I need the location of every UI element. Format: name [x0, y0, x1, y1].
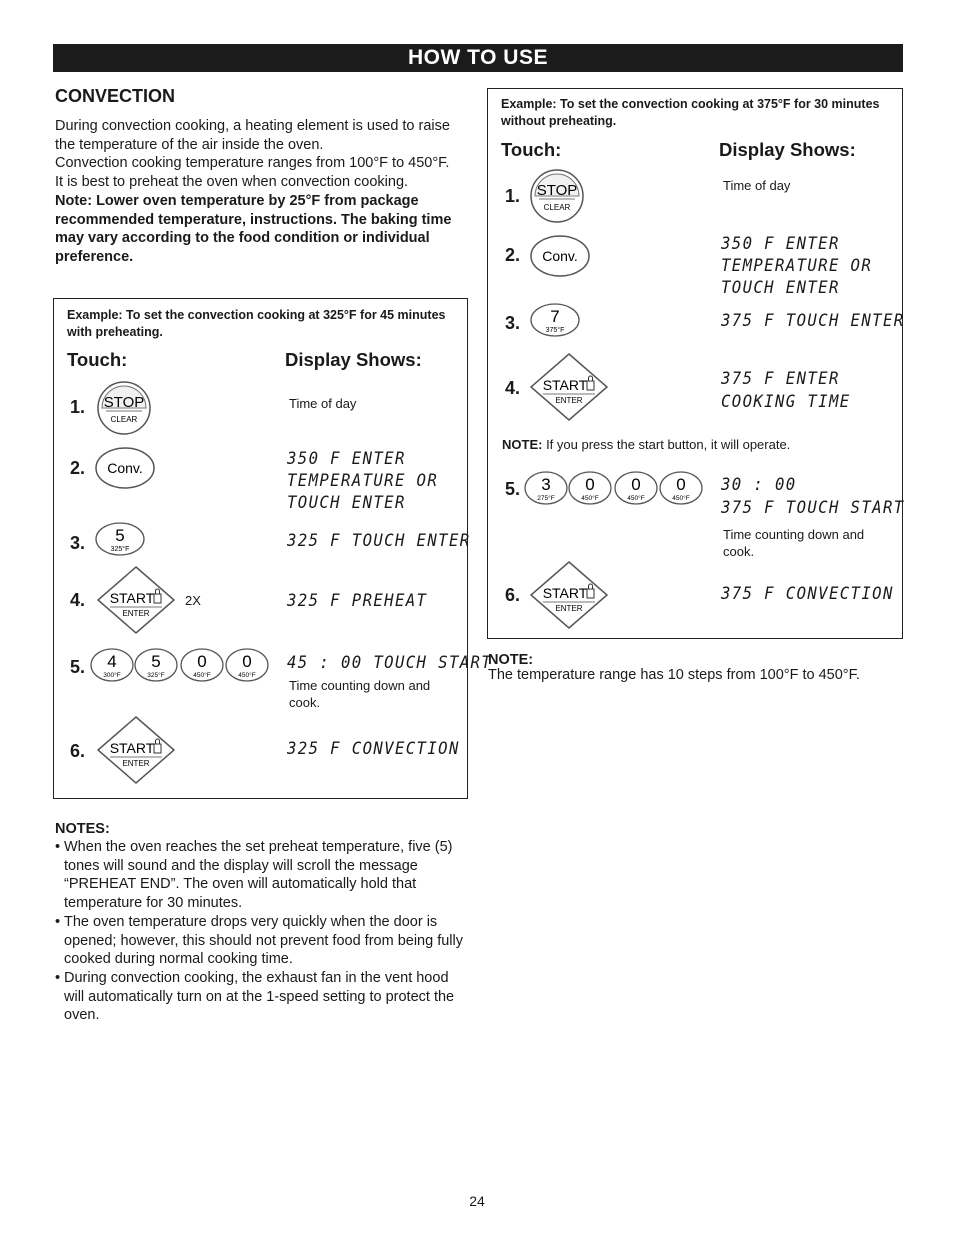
- display-line: 325 F TOUCH ENTER: [287, 531, 471, 551]
- stop-clear-button[interactable]: [529, 168, 585, 224]
- clear-label: CLEAR: [110, 415, 138, 424]
- display-shows-heading: Display Shows:: [285, 349, 422, 370]
- conv-button[interactable]: [529, 234, 591, 278]
- step-number: 2.: [70, 458, 86, 478]
- key-digit: 0: [197, 652, 207, 671]
- display-line: COOKING TIME: [721, 392, 851, 412]
- step-number: 1.: [505, 186, 521, 206]
- conv-label: Conv.: [107, 460, 143, 476]
- key-digit: 7: [550, 307, 560, 326]
- intro-paragraph: During convection cooking, a heating element is used to raise the temperature of the air inside the oven.: [55, 118, 450, 153]
- note-text: If you press the start button, it will operate.: [542, 437, 791, 452]
- key-temp: 450°F: [238, 672, 256, 679]
- key-digit: 4: [107, 652, 117, 671]
- example1-title: Example: To set the convection cooking at 325°F for 45 minutes with preheating.: [67, 308, 446, 339]
- touch-heading: Touch:: [67, 349, 128, 370]
- step-number: 1.: [70, 397, 86, 417]
- note-text: The temperature range has 10 steps from 100°F to 450°F.: [488, 667, 860, 683]
- display-line: TEMPERATURE OR: [721, 256, 873, 276]
- section-title: CONVECTION: [55, 86, 176, 106]
- display-line: TOUCH ENTER: [721, 278, 840, 298]
- display-time-of-day: Time of day: [289, 396, 357, 411]
- display-shows-heading: Display Shows:: [719, 139, 856, 160]
- display-line: 45 : 00 TOUCH START: [287, 653, 493, 673]
- display-line: 325 F PREHEAT: [287, 591, 428, 611]
- start-label: START: [542, 377, 588, 393]
- enter-label: ENTER: [555, 396, 583, 405]
- note-label: NOTE:: [502, 437, 543, 452]
- start-enter-button[interactable]: [527, 558, 611, 632]
- conv-label: Conv.: [542, 248, 578, 264]
- key-digit: 5: [115, 526, 125, 545]
- start-enter-button[interactable]: [94, 563, 178, 637]
- enter-label: ENTER: [122, 609, 150, 618]
- number-keys-30-00[interactable]: [524, 469, 704, 507]
- display-line: 375 F TOUCH START: [721, 498, 905, 518]
- display-line: 350 F ENTER: [721, 234, 840, 254]
- key-temp: 275°F: [537, 495, 555, 502]
- step-number: 6.: [505, 585, 521, 605]
- key-temp: 375°F: [545, 327, 565, 334]
- display-line: TOUCH ENTER: [287, 493, 406, 513]
- step-number: 3.: [70, 533, 86, 553]
- key-digit: 0: [676, 475, 686, 494]
- key-digit: 5: [151, 652, 161, 671]
- step-number: 4.: [505, 378, 521, 398]
- page-number: 24: [469, 1193, 485, 1209]
- step-number: 5.: [505, 479, 521, 499]
- key-temp: 325°F: [110, 546, 130, 553]
- display-line: TEMPERATURE OR: [287, 471, 439, 491]
- key-temp: 300°F: [103, 672, 121, 679]
- display-line: 350 F ENTER: [287, 449, 406, 469]
- notes-heading: NOTES:: [55, 821, 110, 837]
- stop-clear-button[interactable]: [96, 380, 152, 436]
- display-line: 375 F ENTER: [721, 369, 840, 389]
- start-enter-button[interactable]: [94, 713, 178, 787]
- start-button-note: [502, 437, 790, 452]
- display-line: 375 F TOUCH ENTER: [721, 311, 905, 331]
- enter-label: ENTER: [555, 604, 583, 613]
- key-digit: 0: [631, 475, 641, 494]
- start-label: START: [109, 740, 155, 756]
- conv-button[interactable]: [94, 446, 156, 490]
- notes-list: [55, 838, 465, 1025]
- start-label: START: [109, 590, 155, 606]
- number-keys-45-00[interactable]: [90, 646, 270, 684]
- number-5-button[interactable]: [94, 521, 146, 557]
- list-item: • When the oven reaches the set preheat temperature, five (5) tones will sound and the display will scroll the message “PREHEAT END”. The oven will automatically hold that temperature for 30 minutes.: [55, 838, 465, 913]
- enter-label: ENTER: [122, 759, 150, 768]
- press-twice-label: 2X: [185, 593, 201, 608]
- key-temp: 450°F: [627, 495, 645, 502]
- display-caption: Time counting down and cook.: [723, 527, 865, 559]
- stop-label: STOP: [103, 394, 145, 411]
- intro-text: [55, 117, 460, 267]
- intro-paragraph: It is best to preheat the oven when convection cooking.: [55, 174, 409, 191]
- key-digit: 0: [585, 475, 595, 494]
- start-label: START: [542, 585, 588, 601]
- key-temp: 325°F: [147, 672, 165, 679]
- key-temp: 450°F: [193, 672, 211, 679]
- start-enter-button[interactable]: [527, 350, 611, 424]
- stop-label: STOP: [536, 182, 578, 199]
- display-time-of-day: Time of day: [723, 178, 791, 193]
- clear-label: CLEAR: [543, 203, 571, 212]
- intro-bold-note: Note: Lower oven temperature by 25°F from package recommended temperature, instructions. The baking time may vary according to the food condition or individual preference.: [55, 192, 452, 265]
- display-caption: Time counting down and cook.: [289, 678, 431, 710]
- number-7-button[interactable]: [529, 302, 581, 338]
- step-number: 5.: [70, 657, 86, 677]
- touch-heading: Touch:: [501, 139, 562, 160]
- list-item: • During convection cooking, the exhaust fan in the vent hood will automatically turn on at the 1-speed setting to protect the oven.: [55, 969, 465, 1025]
- display-line: 325 F CONVECTION: [287, 739, 460, 759]
- key-temp: 450°F: [672, 495, 690, 502]
- key-digit: 3: [541, 475, 551, 494]
- intro-paragraph: Convection cooking temperature ranges from 100°F to 450°F.: [55, 155, 450, 172]
- step-number: 2.: [505, 245, 521, 265]
- display-line: 30 : 00: [721, 475, 797, 495]
- how-to-use-banner: HOW TO USE: [53, 44, 903, 72]
- key-digit: 0: [242, 652, 252, 671]
- key-temp: 450°F: [581, 495, 599, 502]
- step-number: 4.: [70, 590, 86, 610]
- list-item: • The oven temperature drops very quickly when the door is opened; however, this should not prevent food from being fully cooked during normal cooking time.: [55, 913, 465, 969]
- step-number: 3.: [505, 313, 521, 333]
- display-line: 375 F CONVECTION: [721, 584, 894, 604]
- step-number: 6.: [70, 741, 86, 761]
- example2-title: Example: To set the convection cooking at 375°F for 30 minutes without preheating.: [501, 97, 880, 128]
- note-heading: NOTE:: [488, 652, 534, 668]
